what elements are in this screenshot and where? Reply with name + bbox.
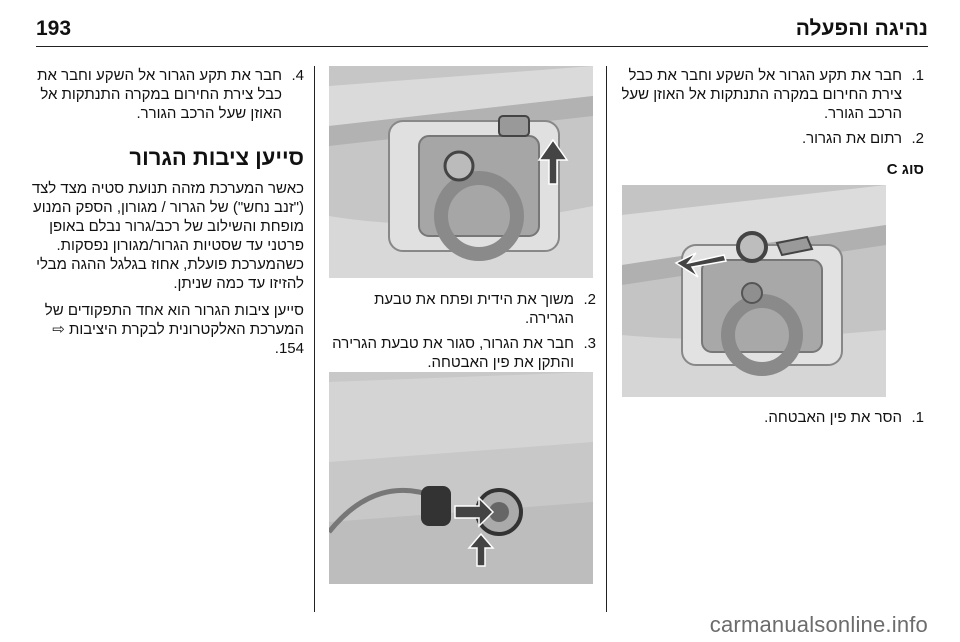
paragraph-2-text: סייען ציבות הגרור הוא אחד התפקודים של המערכת האלקטרונית לבקרת היציבות: [44, 302, 304, 338]
step-number: 1.: [911, 67, 924, 84]
column-divider-right: [606, 66, 607, 612]
step-number: 3.: [583, 335, 596, 352]
figure-type-c-hitch: [622, 185, 886, 397]
section-heading: סייען ציבות הגרור: [129, 145, 304, 170]
step-2-open: [326, 290, 596, 328]
page-number: 193: [36, 17, 72, 40]
step-number: 2.: [583, 291, 596, 308]
step-text: רתום את הגרור.: [801, 130, 902, 147]
step-text: חבר את תקע הגרור אל השקע וחבר את כבל צירת החירום במקרה התנתקות אל האוזן שעל הרכב הגורר.: [621, 67, 902, 122]
caption-step: [618, 408, 924, 427]
step-text: משוך את הידית ופתח את טבעת הגרירה.: [374, 291, 574, 327]
figure-connector: [329, 372, 593, 584]
column-divider-left: [314, 66, 315, 612]
step-1: [618, 66, 924, 123]
hitch-illustration-2: [329, 66, 593, 278]
page-reference[interactable]: 154: [278, 340, 304, 357]
step-number: 1.: [911, 409, 924, 426]
page-reference-icon: ⇨: [52, 321, 65, 338]
step-number: 2.: [911, 130, 924, 147]
hitch-illustration-1: [622, 185, 886, 397]
figure-caption: [618, 408, 924, 427]
step-text: הסר את פין האבטחה.: [764, 409, 902, 426]
step-text: חבר את הגרור, סגור את טבעת הגרירה והתקן את פין האבטחה.: [332, 335, 574, 371]
right-column: [618, 66, 924, 179]
step-2: [618, 129, 924, 148]
paragraph-1: כאשר המערכת מזהה תנועת סטיה מצד לצד ("זנב נחש") של הגרור / מגורון, הספק המנוע מופחת והשילוב של רכב/גרור נבלם באופן פרטני עד שסטיות הגרור/מגורון נפסקות. כשהמערכת פועלת, אחוז בגלגל ההגה מבלי להזיזו עד כמה שניתן.: [31, 180, 304, 292]
step-3-close: [326, 334, 596, 372]
step-text: חבר את תקע הגרור אל השקע וחבר את כבל צירת החירום במקרה התנתקות אל האוזן שעל הרכב הגורר.: [37, 67, 282, 122]
step-4: [28, 66, 304, 123]
left-column: [28, 66, 304, 358]
figure-open-hitch: [329, 66, 593, 278]
page-header: [0, 0, 960, 52]
header-divider: [36, 46, 928, 47]
watermark: carmanualsonline.info: [709, 612, 928, 637]
section-title: סוג C: [886, 161, 924, 178]
chapter-title: נהיגה והפעלה: [795, 17, 928, 40]
connector-illustration: [329, 372, 593, 584]
step-number: 4.: [291, 67, 304, 84]
paragraph-2: סייען ציבות הגרור הוא אחד התפקודים של המערכת האלקטרונית לבקרת היציבות ⇨ 154.: [44, 302, 304, 357]
middle-column: [326, 290, 596, 372]
